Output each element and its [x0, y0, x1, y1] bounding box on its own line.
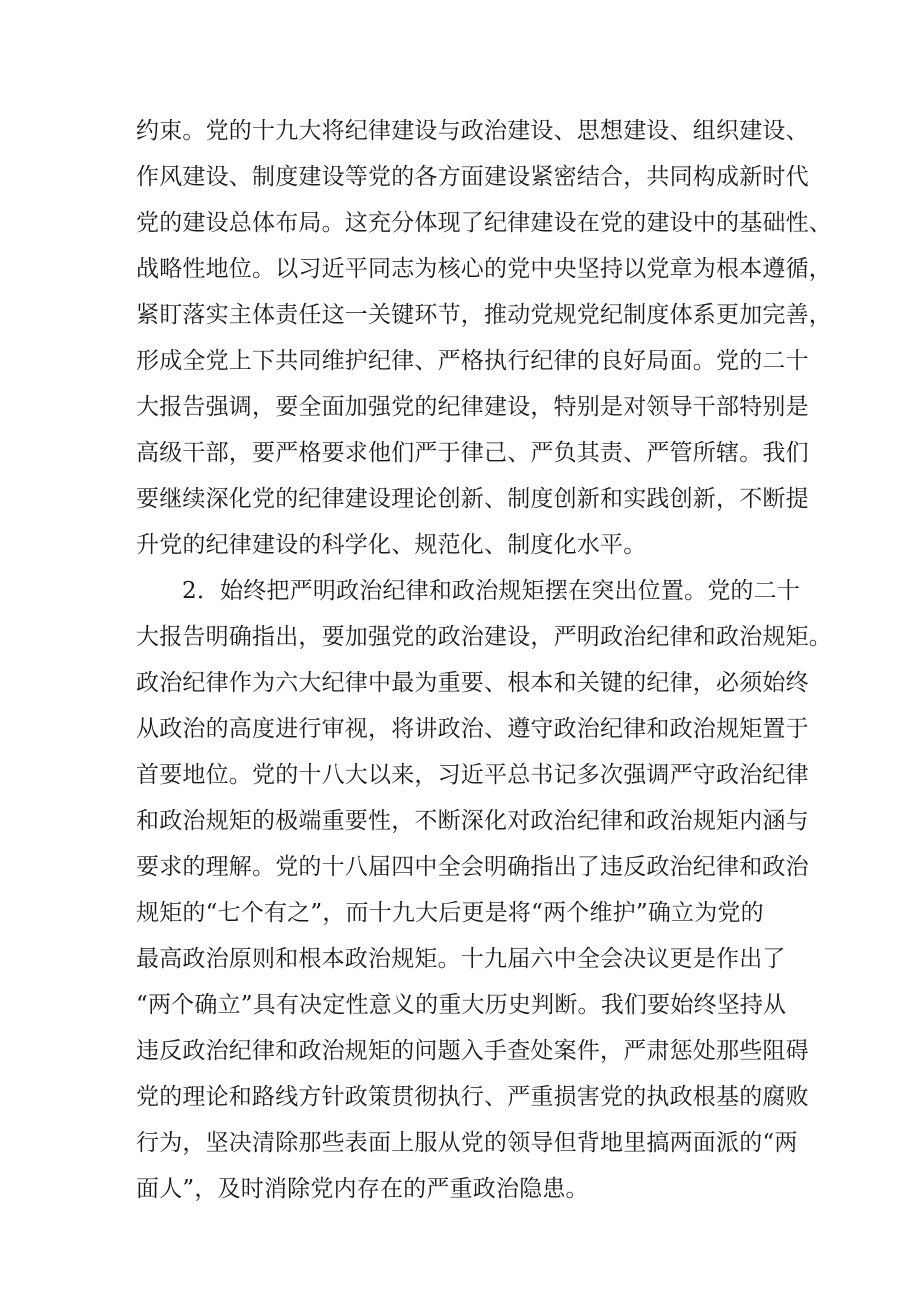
text-line: 要求的理解。党的十八届四中全会明确指出了违反政治纪律和政治	[136, 854, 809, 880]
text-line: 大报告强调，要全面加强党的纪律建设，特别是对领导干部特别是	[136, 394, 809, 420]
text-line: 约束。党的十九大将纪律建设与政治建设、思想建设、组织建设、	[136, 118, 809, 144]
text-line: 和政治规矩的极端重要性，不断深化对政治纪律和政治规矩内涵与	[136, 808, 809, 834]
text-line: 形成全党上下共同维护纪律、严格执行纪律的良好局面。党的二十	[136, 348, 809, 374]
text-line: 党的理论和路线方针政策贯彻执行、严重损害党的执政根基的腐败	[136, 1084, 809, 1110]
text-line: 作风建设、制度建设等党的各方面建设紧密结合，共同构成新时代	[136, 164, 809, 190]
text-line: 从政治的高度进行审视，将讲政治、遵守政治纪律和政治规矩置于	[136, 716, 809, 742]
text-line: 最高政治原则和根本政治规矩。十九届六中全会决议更是作出了	[136, 946, 786, 972]
text-line: 党的建设总体布局。这充分体现了纪律建设在党的建设中的基础性、	[136, 210, 832, 236]
text-line: 面人”，及时消除党内存在的严重政治隐患。	[136, 1176, 589, 1202]
text-line: 高级干部，要严格要求他们严于律己、严负其责、严管所辖。我们	[136, 440, 809, 466]
text-line: 战略性地位。以习近平同志为核心的党中央坚持以党章为根本遵循，	[136, 256, 832, 282]
text-line: 升党的纪律建设的科学化、规范化、制度化水平。	[136, 532, 647, 558]
text-line: 规矩的“七个有之”，而十九大后更是将“两个维护”确立为党的	[136, 900, 764, 926]
text-line: 要继续深化党的纪律建设理论创新、制度创新和实践创新，不断提	[136, 486, 809, 512]
text-line: 紧盯落实主体责任这一关键环节，推动党规党纪制度体系更加完善，	[136, 302, 832, 328]
text-line: 违反政治纪律和政治规矩的问题入手查处案件，严肃惩处那些阻碍	[136, 1038, 809, 1064]
text-line: 政治纪律作为六大纪律中最为重要、根本和关键的纪律，必须始终	[136, 670, 809, 696]
text-line: 大报告明确指出，要加强党的政治建设，严明政治纪律和政治规矩。	[136, 624, 832, 650]
text-line: 首要地位。党的十八大以来，习近平总书记多次强调严守政治纪律	[136, 762, 809, 788]
text-line: “两个确立”具有决定性意义的重大历史判断。我们要始终坚持从	[136, 992, 787, 1018]
document-body	[136, 108, 832, 1212]
text-line: 行为，坚决清除那些表面上服从党的领导但背地里搞两面派的“两	[136, 1130, 798, 1156]
section-heading-line: 2．始终把严明政治纪律和政治规矩摆在突出位置。党的二十	[182, 578, 801, 604]
